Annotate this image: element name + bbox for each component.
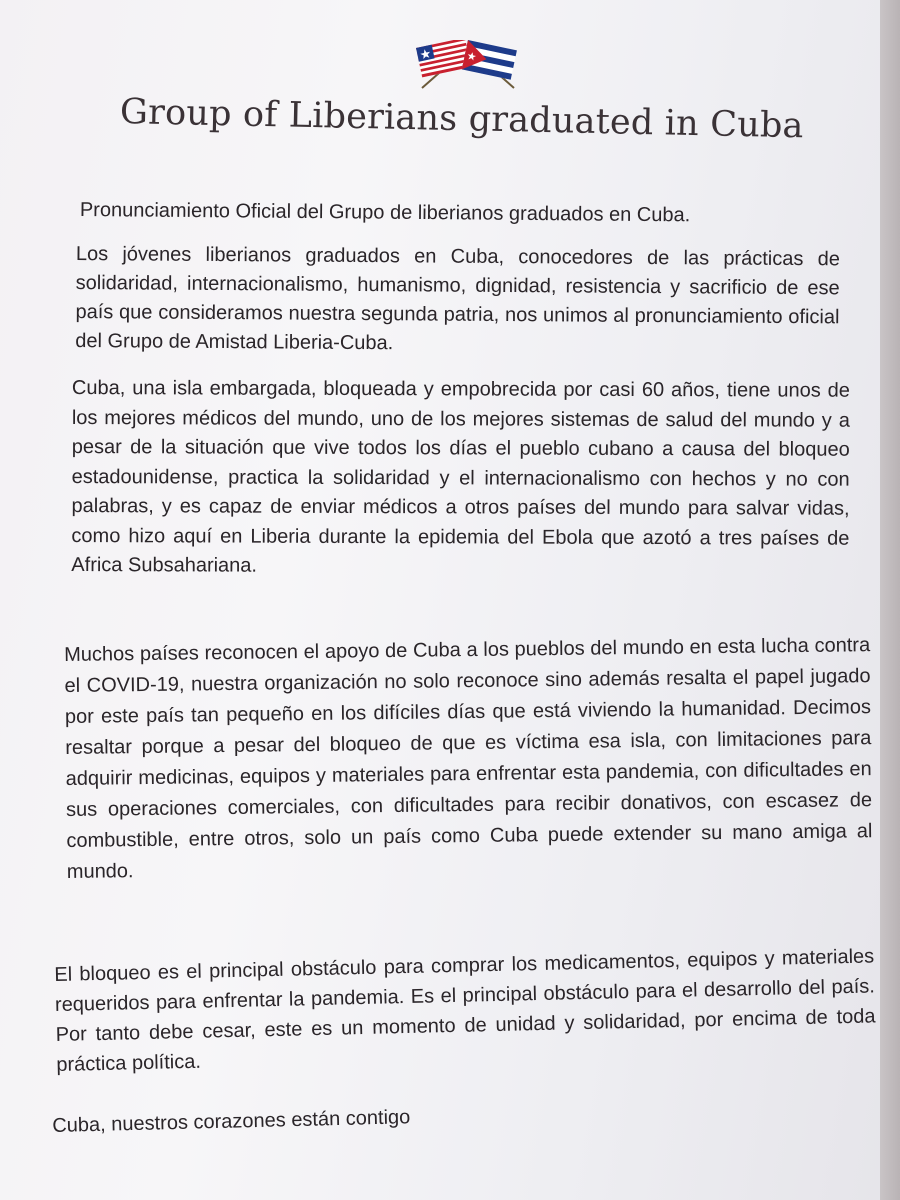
paragraph-2: Cuba, una isla embargada, bloqueada y empobrecida por casi 60 años, tiene unos de los mejores médicos del mundo, uno de los mejores sistemas de salud del mundo y a pesar de la situación que vive todos los días el pueblo cubano a causa del bloqueo estadounidense, practica la solidaridad y el internacionalismo con hechos y no con palabras, y es capaz de enviar médicos a otros países del mundo para salvar vidas, como hizo aquí en Liberia durante la epidemia del Ebola que azotó a tres países de Africa Subsahariana.: [71, 376, 850, 577]
paragraph-4: El bloqueo es el principal obstáculo para comprar los medicamentos, equipos y materiales requeridos para enfrentar la pandemia. Es el principal obstáculo para el desarrollo del país. Por tanto debe cesar, este es un momento de unidad y solidaridad, por encima de toda práctica política.: [54, 945, 876, 1076]
paragraph-1: Los jóvenes liberianos graduados en Cuba, conocedores de las prácticas de solidaridad, internacionalismo, humanismo, dignidad, resistencia y sacrificio de ese país que consideramos nuestra segunda patria, nos unimos al pronunciamiento oficial del Grupo de Amistad Liberia-Cuba.: [75, 242, 840, 355]
page-edge-shadow: [880, 0, 900, 1200]
liberia-cuba-crossed-flags-icon: [410, 40, 526, 92]
official-statement-line: Pronunciamiento Oficial del Grupo de liberianos graduados en Cuba.: [79, 198, 691, 227]
paragraph-3: Muchos países reconocen el apoyo de Cuba a los pueblos del mundo en esta lucha contra el COVID-19, nuestra organización no solo reconoce sino además resalta el papel jugado por este país tan pequeño en los difíciles días que está viviendo la humanidad. Decimos resaltar porque a pesar del bloqueo de que es víctima esa isla, con limitaciones para adquirir medicinas, equipos y materiales para enfrentar esta pandemia, con dificultades en sus operaciones comerciales, con dificultades para recibir donativos, con escasez de combustible, entre otros, solo un país como Cuba puede extender su mano amiga al mundo.: [64, 634, 873, 883]
page-title: Group of Liberians graduated in Cuba: [119, 92, 805, 147]
closing-line: Cuba, nuestros corazones están contigo: [52, 1106, 411, 1137]
